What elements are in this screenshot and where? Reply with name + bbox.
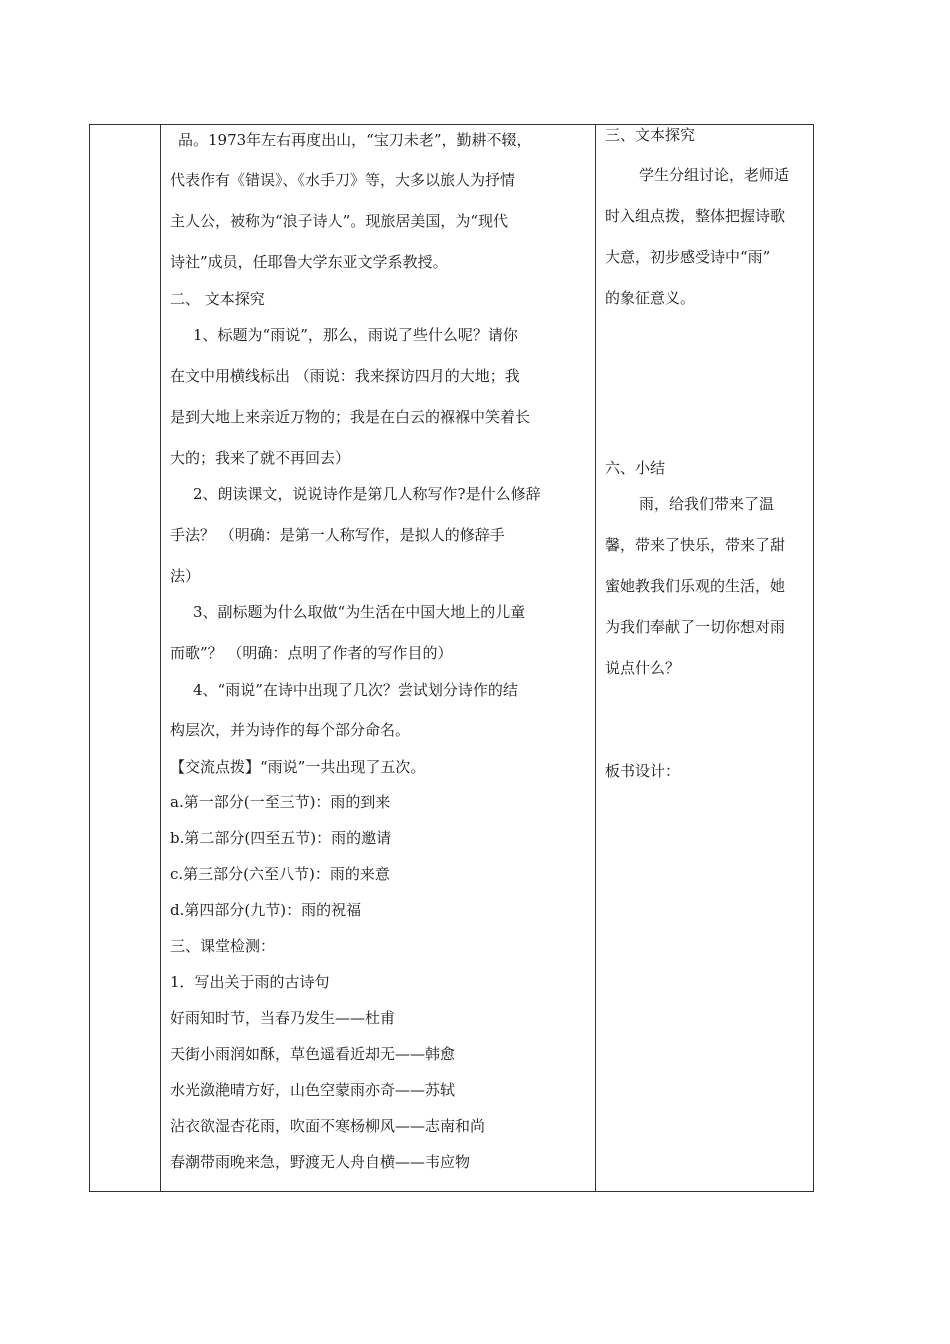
column-divider-right: [595, 125, 596, 1191]
poem-line: 水光潋滟晴方好，山色空蒙雨亦奇——苏轼: [170, 1081, 456, 1099]
side-line: 馨，带来了快乐，带来了甜: [605, 536, 786, 554]
column-divider-left: [160, 125, 161, 1191]
side-line: 说点什么？: [605, 659, 681, 677]
side-line: 蜜她教我们乐观的生活，她: [605, 577, 786, 595]
list-item: d.第四部分(九节)：雨的祝福: [170, 901, 362, 919]
poem-line: 沾衣欲湿杏花雨，吹面不寒杨柳风——志南和尚: [170, 1117, 486, 1135]
lesson-table: [89, 124, 814, 1192]
side-heading: 板书设计：: [605, 762, 681, 780]
question-line: 2、朗读课文，说说诗作是第几人称写作?是什么修辞: [193, 485, 541, 503]
main-line: 主人公，被称为“浪子诗人”。现旅居美国，为“现代: [170, 212, 509, 230]
side-heading: 三、文本探究: [605, 126, 696, 144]
exchange-note: 【交流点拨】“雨说”一共出现了五次。: [170, 758, 426, 776]
question-line: 1、标题为“雨说”，那么，雨说了些什么呢？请你: [193, 326, 518, 344]
question-line: 3、副标题为什么取做“为生活在中国大地上的儿童: [193, 603, 526, 621]
poem-line: 好雨知时节，当春乃发生——杜甫: [170, 1009, 396, 1027]
section-heading: 三、课堂检测：: [170, 937, 276, 955]
list-item: b.第二部分(四至五节)：雨的邀请: [170, 829, 392, 847]
main-line: 诗社”成员，任耶鲁大学东亚文学系教授。: [170, 253, 448, 271]
section-heading: 二、 文本探究: [170, 290, 265, 308]
list-item: c.第三部分(六至八节)：雨的来意: [170, 865, 390, 883]
main-line: 品。1973年左右再度出山，“宝刀未老”，勤耕不辍，: [178, 131, 532, 149]
side-line: 为我们奉献了一切你想对雨: [605, 618, 786, 636]
main-line: 构层次，并为诗作的每个部分命名。: [170, 721, 411, 739]
main-line: 大的；我来了就不再回去）: [170, 449, 351, 467]
side-line: 时入组点拨，整体把握诗歌: [605, 207, 786, 225]
main-line: 手法？ （明确：是第一人称写作，是拟人的修辞手: [170, 526, 505, 544]
poem-line: 春潮带雨晚来急，野渡无人舟自横——韦应物: [170, 1153, 471, 1171]
question-line: 4、“雨说”在诗中出现了几次？尝试划分诗作的结: [193, 681, 518, 699]
side-line: 学生分组讨论，老师适: [639, 166, 790, 184]
list-item: a.第一部分(一至三节)：雨的到来: [170, 793, 391, 811]
main-line: 在文中用横线标出 （雨说：我来探访四月的大地；我: [170, 367, 520, 385]
main-line: 1．写出关于雨的古诗句: [170, 973, 330, 991]
main-line: 而歌”？ （明确：点明了作者的写作目的）: [170, 644, 453, 662]
main-line: 是到大地上来亲近万物的；我是在白云的褓褓中笑着长: [170, 408, 531, 426]
main-line: 代表作有《错误》、《水手刀》等，大多以旅人为抒情: [170, 171, 516, 189]
main-line: 法）: [170, 567, 201, 585]
side-line: 雨，给我们带来了温: [639, 495, 775, 513]
side-line: 大意，初步感受诗中“雨”: [605, 248, 771, 266]
side-line: 的象征意义。: [605, 289, 696, 307]
poem-line: 天街小雨润如酥，草色遥看近却无——韩愈: [170, 1045, 456, 1063]
side-heading: 六、小结: [605, 459, 666, 477]
